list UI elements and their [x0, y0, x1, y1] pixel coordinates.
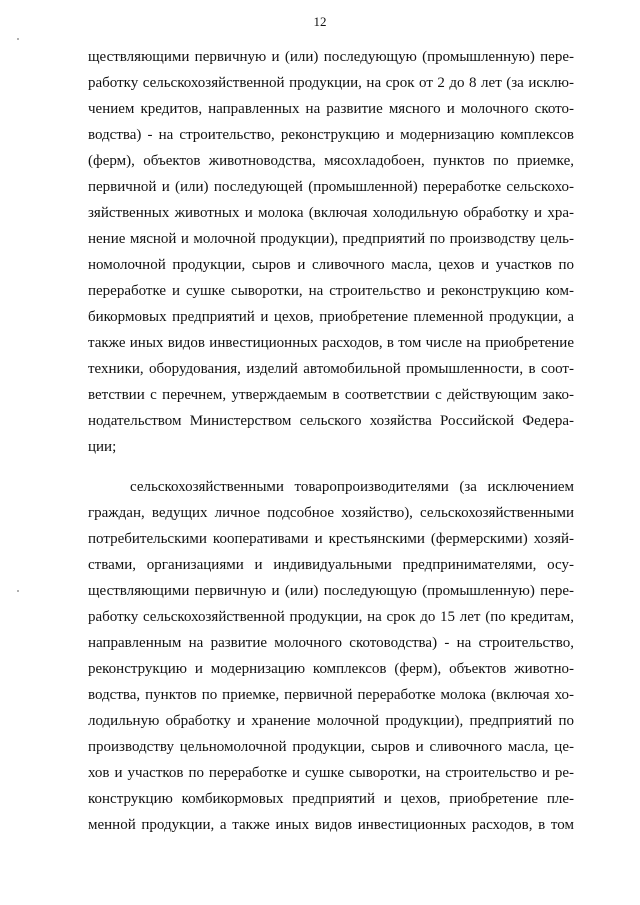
text-line: первичной и (или) последующей (промышленной) переработке сельскохо-: [88, 179, 574, 195]
text-line: конструкцию комбикормовых предприятий и цехов, приобретение пле-: [88, 791, 574, 807]
text-line: переработке и сушке сыворотки, на строительство и реконструкцию ком-: [88, 283, 574, 299]
text-line: ствами, организациями и индивидуальными предпринимателями, осу-: [88, 557, 574, 573]
text-line: водства, пунктов по приемке, первичной переработке молока (включая хо-: [88, 687, 574, 703]
text-line: нодательством Министерством сельского хозяйства Российской Федера-: [88, 413, 574, 429]
text-line: ществляющими первичную и (или) последующую (промышленную) пере-: [88, 49, 574, 65]
text-line: бикормовых предприятий и цехов, приобретение племенной продукции, а: [88, 309, 574, 325]
text-line: граждан, ведущих личное подсобное хозяйство), сельскохозяйственными: [88, 505, 574, 521]
text-line: чением кредитов, направленных на развитие мясного и молочного ското-: [88, 101, 574, 117]
text-line: лодильную обработку и хранение молочной продукции), предприятий по: [88, 713, 574, 729]
text-line: сельскохозяйственными товаропроизводителями (за исключением: [130, 479, 574, 495]
text-line: потребительскими кооперативами и крестьянскими (фермерскими) хозяй-: [88, 531, 574, 547]
text-line: (ферм), объектов животноводства, мясохладобоен, пунктов по приемке,: [88, 153, 574, 169]
text-line: менной продукции, а также иных видов инвестиционных расходов, в том: [88, 817, 574, 833]
text-line: работку сельскохозяйственной продукции, на срок до 15 лет (по кредитам,: [88, 609, 574, 625]
text-line: работку сельскохозяйственной продукции, на срок от 2 до 8 лет (за исклю-: [88, 75, 574, 91]
text-line: ществляющими первичную и (или) последующую (промышленную) пере-: [88, 583, 574, 599]
text-line: номолочной продукции, сыров и сливочного масла, цехов и участков по: [88, 257, 574, 273]
text-line: ции;: [88, 439, 117, 455]
page-number: 12: [313, 14, 327, 29]
text-line: реконструкцию и модернизацию комплексов (ферм), объектов животно-: [88, 661, 574, 677]
text-line: ветствии с перечнем, утверждаемым в соответствии с действующим зако-: [88, 387, 574, 403]
text-line: производству цельномолочной продукции, сыров и сливочного масла, це-: [88, 739, 574, 755]
text-line: водства) - на строительство, реконструкцию и модернизацию комплексов: [88, 127, 574, 143]
text-line: нение мясной и молочной продукции), предприятий по производству цель-: [88, 231, 574, 247]
text-line: хов и участков по переработке и сушке сыворотки, на строительство и ре-: [88, 765, 574, 781]
text-line: зяйственных животных и молока (включая холодильную обработку и хра-: [88, 205, 574, 221]
text-line: техники, оборудования, изделий автомобильной промышленности, в соот-: [88, 361, 574, 377]
margin-mark: [17, 590, 19, 592]
text-line: также иных видов инвестиционных расходов, в том числе на приобретение: [88, 335, 574, 351]
margin-mark: [17, 38, 19, 40]
text-line: направленным на развитие молочного скотоводства) - на строительство,: [88, 635, 574, 651]
